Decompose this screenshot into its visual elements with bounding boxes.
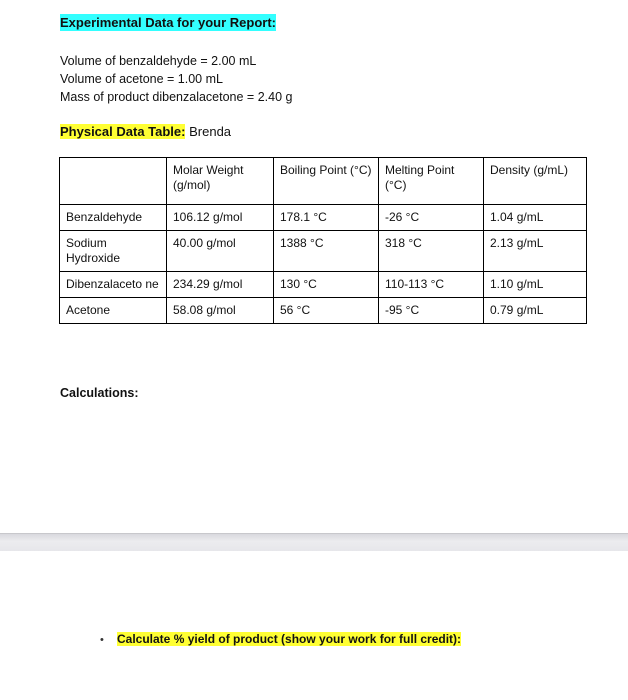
table-cell: 110-113 °C: [379, 272, 484, 298]
experimental-data: [60, 52, 292, 106]
table-row: [60, 298, 587, 324]
table-cell: 1.10 g/mL: [484, 272, 587, 298]
table-cell: 0.79 g/mL: [484, 298, 587, 324]
table-cell: -26 °C: [379, 205, 484, 231]
table-cell: 234.29 g/mol: [167, 272, 274, 298]
acetone-volume-line: Volume of acetone = 1.00 mL: [60, 72, 223, 86]
table-title-name: Brenda: [189, 124, 232, 139]
table-row: [60, 272, 587, 298]
physical-data-table: [59, 157, 587, 324]
table-cell: 130 °C: [274, 272, 379, 298]
table-header-row: [60, 158, 587, 205]
header-cell-melting-point: Melting Point (°C): [379, 158, 484, 205]
table-cell: 1.04 g/mL: [484, 205, 587, 231]
table-cell: -95 °C: [379, 298, 484, 324]
calculations-heading: Calculations:: [60, 386, 139, 400]
table-cell: 58.08 g/mol: [167, 298, 274, 324]
benzaldehyde-volume-line: Volume of benzaldehyde = 2.00 mL: [60, 54, 257, 68]
table-cell: 106.12 g/mol: [167, 205, 274, 231]
table-cell: Acetone: [60, 298, 167, 324]
header-cell-molar-weight: Molar Weight (g/mol): [167, 158, 274, 205]
table-row: [60, 205, 587, 231]
table-cell: 2.13 g/mL: [484, 231, 587, 272]
document-page-bottom: [0, 551, 628, 700]
percent-yield-task: Calculate % yield of product (show your work for full credit):: [117, 632, 462, 646]
header-cell-blank: [60, 158, 167, 205]
report-heading: Experimental Data for your Report:: [60, 15, 276, 30]
table-cell: Sodium Hydroxide: [60, 231, 167, 272]
table-cell: 40.00 g/mol: [167, 231, 274, 272]
table-cell: 1388 °C: [274, 231, 379, 272]
bullet-icon: •: [100, 634, 104, 646]
table-cell: 56 °C: [274, 298, 379, 324]
header-cell-boiling-point: Boiling Point (°C): [274, 158, 379, 205]
product-mass-line: Mass of product dibenzalacetone = 2.40 g: [60, 90, 293, 104]
header-cell-density: Density (g/mL): [484, 158, 587, 205]
physical-data-table-title: [60, 124, 231, 139]
table-cell: Dibenzalaceto ne: [60, 272, 167, 298]
page-separator: [0, 533, 628, 552]
table-cell: 178.1 °C: [274, 205, 379, 231]
table-title-label: Physical Data Table:: [60, 124, 186, 139]
table-cell: Benzaldehyde: [60, 205, 167, 231]
table-cell: 318 °C: [379, 231, 484, 272]
table-row: [60, 231, 587, 272]
